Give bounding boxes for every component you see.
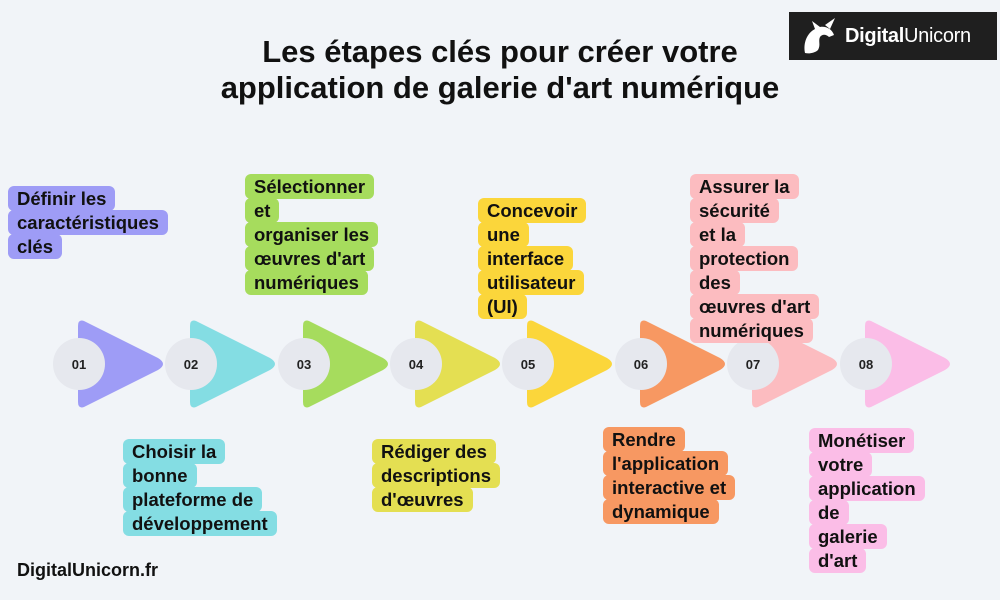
step-label-line: Sélectionner et — [254, 176, 366, 221]
step-label-line: organiser les — [254, 224, 370, 245]
logo-wordmark: DigitalUnicorn — [845, 24, 971, 47]
step-label-line: interactive et — [612, 477, 727, 498]
title-line-2: application de galerie d'art numérique — [220, 70, 780, 105]
step-number-badge: 01 — [53, 338, 105, 390]
step-label-line: Choisir la bonne — [132, 441, 217, 486]
step-label-line: caractéristiques — [17, 212, 159, 233]
step-number-badge: 04 — [390, 338, 442, 390]
step-label — [245, 175, 374, 295]
step-number-badge: 06 — [615, 338, 667, 390]
step-label-line: une interface — [487, 224, 565, 269]
step-number-badge: 08 — [840, 338, 892, 390]
step-label-line: numériques — [254, 272, 359, 293]
step-label-line: Rendre — [612, 429, 676, 450]
step-label-line: numériques — [699, 320, 804, 341]
footer-website: DigitalUnicorn.fr — [17, 560, 159, 580]
step-label-line: Assurer la sécurité — [699, 176, 790, 221]
title-line-1: Les étapes clés pour créer votre — [262, 34, 738, 69]
step-label-line: Concevoir — [487, 200, 578, 221]
step-label-line: l'application — [612, 453, 720, 474]
step-label — [603, 428, 728, 524]
step-label-line: clés — [17, 236, 54, 257]
step-label-line: Définir les — [17, 188, 107, 209]
step-label-line: application de — [818, 478, 916, 523]
step-label — [478, 199, 586, 319]
step-label-line: et la protection des — [699, 224, 790, 293]
step-label — [690, 175, 813, 343]
step-label-line: d'œuvres — [381, 489, 464, 510]
step-label-line: développement — [132, 513, 268, 534]
step-label-line: descriptions — [381, 465, 491, 486]
step-label-line: œuvres d'art — [699, 296, 811, 317]
step-label-line: Rédiger des — [381, 441, 487, 462]
step-number-badge: 03 — [278, 338, 330, 390]
step-label-line: œuvres d'art — [254, 248, 366, 269]
step-label-line: galerie d'art — [818, 526, 878, 571]
step-label — [123, 440, 277, 536]
step-number-badge: 07 — [727, 338, 779, 390]
step-number-badge: 05 — [502, 338, 554, 390]
step-label — [809, 429, 925, 573]
step-label-line: plateforme de — [132, 489, 254, 510]
step-label-line: utilisateur (UI) — [487, 272, 576, 317]
step-label — [8, 187, 168, 259]
step-label — [372, 440, 500, 512]
step-label-line: dynamique — [612, 501, 710, 522]
step-label-line: Monétiser votre — [818, 430, 906, 475]
step-number-badge: 02 — [165, 338, 217, 390]
